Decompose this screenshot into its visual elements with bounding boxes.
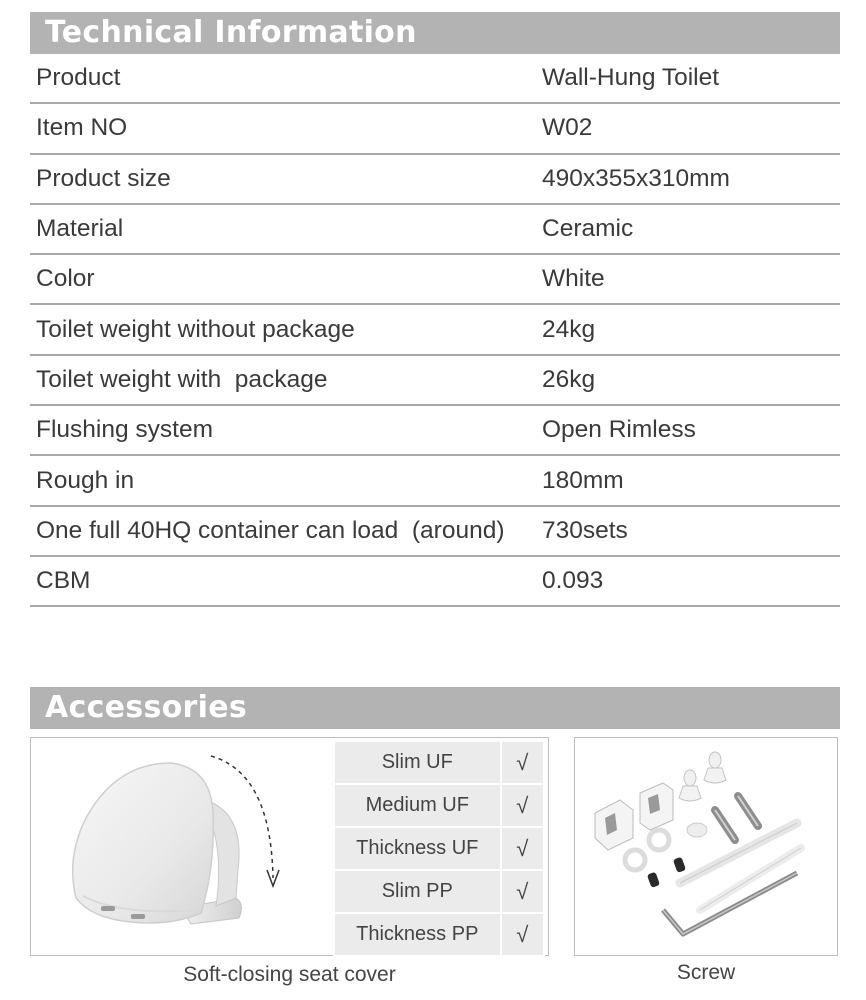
spec-label: Flushing system [36,416,214,444]
spec-value: W02 [542,114,593,142]
spec-row [30,406,840,456]
seat-option-name: Medium UF [334,784,501,827]
screw-caption: Screw [676,961,736,984]
spec-label: Color [36,265,95,293]
spec-label: Toilet weight without package [36,315,355,343]
spec-value: 180mm [542,466,624,494]
seat-option-row [334,913,544,956]
spec-row [30,507,840,557]
technical-information-header [30,12,840,54]
seat-option-row [334,827,544,870]
spec-value: Ceramic [542,215,634,243]
seat-option-name: Slim UF [334,741,501,784]
check-mark-icon: √ [501,827,544,870]
seat-option-row [334,784,544,827]
spec-label: CBM [36,567,91,595]
spec-label: One full 40HQ container can load (around) [36,516,505,544]
technical-information-title: Technical Information [45,15,417,50]
spec-label: Item NO [36,114,128,142]
seat-option-row [334,870,544,913]
accessories-header [30,687,840,729]
spec-value: 730sets [542,516,628,544]
seat-option-name: Slim PP [334,870,501,913]
spec-value: Wall-Hung Toilet [542,64,720,92]
spec-row [30,356,840,406]
seat-option-name: Thickness UF [334,827,501,870]
check-mark-icon: √ [501,784,544,827]
seat-options-table [333,740,545,957]
seat-cover-image [31,738,331,953]
spec-label: Rough in [36,466,135,494]
seat-option-row [334,741,544,784]
spec-row [30,255,840,305]
spec-row [30,557,840,607]
accessories-title: Accessories [45,690,248,725]
spec-value: 26kg [542,365,596,393]
spec-label: Material [36,215,124,243]
seat-option-name: Thickness PP [334,913,501,956]
spec-value: White [542,265,605,293]
seat-cover-caption: Soft-closing seat cover [183,963,396,986]
spec-label: Product size [36,164,171,192]
screw-kit-image [575,738,837,955]
spec-value: 490x355x310mm [542,164,730,192]
spec-label: Product [36,64,121,92]
spec-row [30,104,840,154]
screw-panel [574,737,838,956]
spec-row [30,54,840,104]
spec-value: 0.093 [542,567,604,595]
check-mark-icon: √ [501,741,544,784]
spec-value: 24kg [542,315,596,343]
spec-row [30,205,840,255]
spec-label: Toilet weight with package [36,365,328,393]
spec-row [30,155,840,205]
spec-row [30,305,840,355]
spec-value: Open Rimless [542,416,696,444]
seat-cover-panel [30,737,549,956]
check-mark-icon: √ [501,913,544,956]
check-mark-icon: √ [501,870,544,913]
spec-row [30,456,840,506]
spec-table [30,54,840,607]
